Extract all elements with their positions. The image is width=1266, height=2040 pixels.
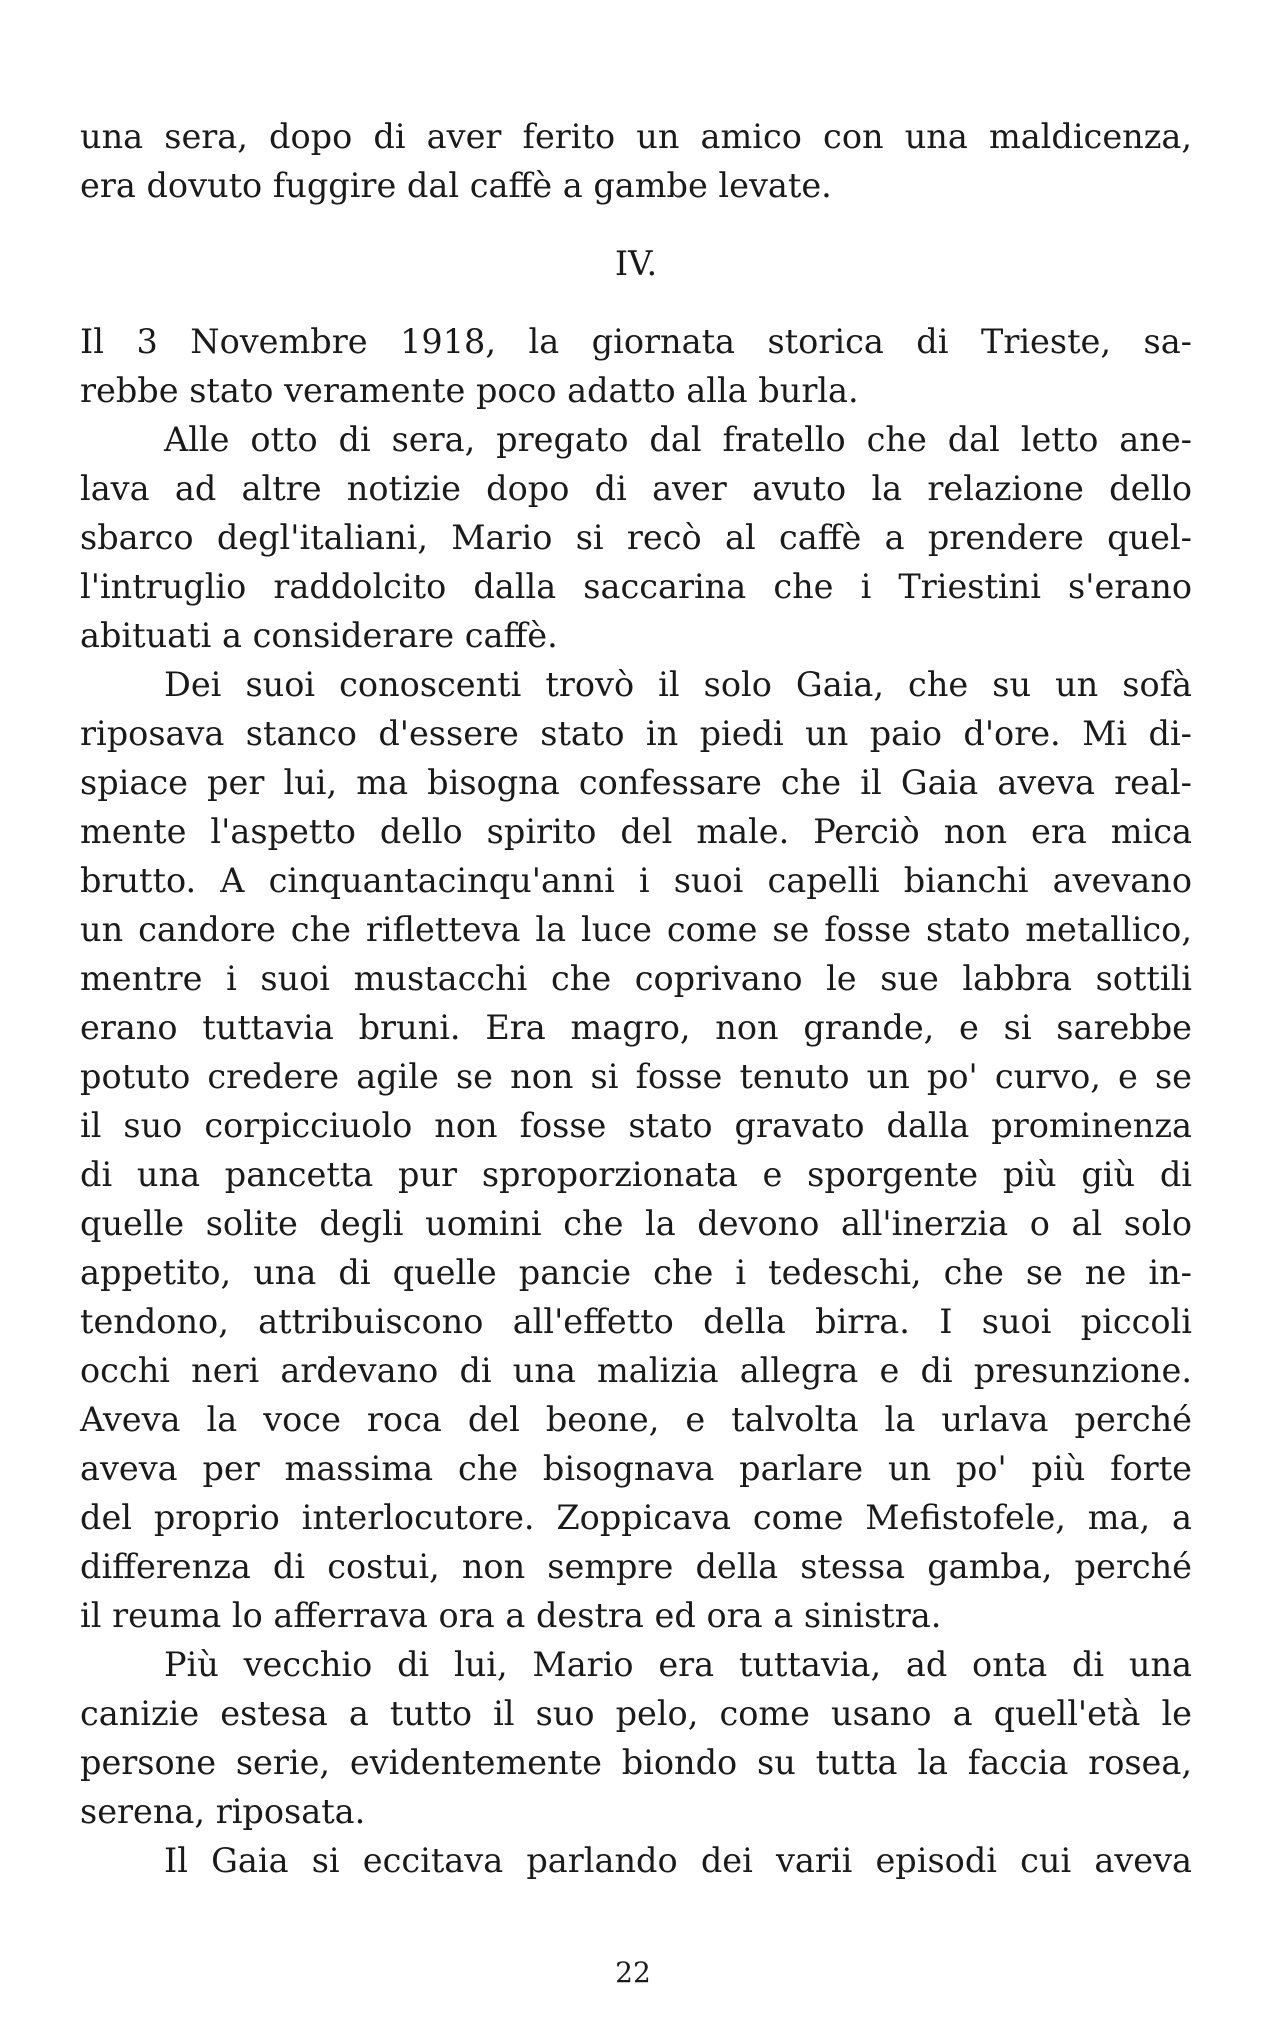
paragraph: [80, 1836, 1192, 1885]
paragraph: [80, 1640, 1192, 1836]
text-line: persone serie, evidentemente biondo su tutta la faccia rosea,: [80, 1743, 1192, 1782]
text-line: l'intruglio raddolcito dalla saccarina che i Triestini s'erano: [80, 567, 1192, 606]
text-line: il suo corpicciuolo non fosse stato gravato dalla prominenza: [80, 1106, 1192, 1145]
text-line: potuto credere agile se non si fosse tenuto un po' curvo, e se: [80, 1057, 1192, 1096]
text-line: Alle otto di sera, pregato dal fratello che dal letto ane-: [164, 420, 1192, 459]
text-line: serena, riposata.: [80, 1792, 366, 1831]
paragraph: [80, 660, 1192, 1640]
text-line: un candore che rifletteva la luce come se fosse stato metallico,: [80, 910, 1192, 949]
text-line: una sera, dopo di aver ferito un amico con una maldicenza,: [80, 117, 1192, 156]
text-line: lava ad altre notizie dopo di aver avuto la relazione dello: [80, 469, 1192, 508]
section-number: IV.: [614, 244, 658, 283]
text-line: Il Gaia si eccitava parlando dei varii episodi cui aveva: [164, 1841, 1192, 1880]
text-line: erano tuttavia bruni. Era magro, non grande, e si sarebbe: [80, 1008, 1192, 1047]
text-line: abituati a considerare caffè.: [80, 616, 558, 655]
text-line: brutto. A cinquantacinqu'anni i suoi capelli bianchi avevano: [80, 861, 1192, 900]
text-line: Dei suoi conoscenti trovò il solo Gaia, che su un sofà: [164, 665, 1192, 704]
text-line: spiace per lui, ma bisogna confessare che il Gaia aveva real-: [80, 763, 1192, 802]
text-line: il reuma lo afferrava ora a destra ed ora a sinistra.: [80, 1596, 942, 1635]
text-line: sbarco degl'italiani, Mario si recò al caffè a prendere quel-: [80, 518, 1192, 557]
text-line: aveva per massima che bisognava parlare un po' più forte: [80, 1449, 1192, 1488]
text-line: di una pancetta pur sproporzionata e sporgente più giù di: [80, 1155, 1192, 1194]
text-line: Più vecchio di lui, Mario era tuttavia, ad onta di una: [164, 1645, 1192, 1684]
page-number: 22: [615, 1956, 651, 1989]
text-line: riposava stanco d'essere stato in piedi un paio d'ore. Mi di-: [80, 714, 1192, 753]
text-line: appetito, una di quelle pancie che i tedeschi, che se ne in-: [80, 1253, 1192, 1292]
paragraph-intro: [80, 112, 1192, 210]
text-line: canizie estesa a tutto il suo pelo, come usano a quell'età le: [80, 1694, 1192, 1733]
text-line: Il 3 Novembre 1918, la giornata storica di Trieste, sa-: [80, 322, 1192, 361]
text-line: tendono, attribuiscono all'effetto della birra. I suoi piccoli: [80, 1302, 1192, 1341]
text-line: Aveva la voce roca del beone, e talvolta la urlava perché: [80, 1400, 1192, 1439]
text-line: differenza di costui, non sempre della stessa gamba, perché: [80, 1547, 1192, 1586]
text-line: rebbe stato veramente poco adatto alla burla.: [80, 371, 859, 410]
paragraph: [80, 317, 1192, 415]
text-line: occhi neri ardevano di una malizia allegra e di presunzione.: [80, 1351, 1192, 1390]
text-line: mentre i suoi mustacchi che coprivano le sue labbra sottili: [80, 959, 1192, 998]
page-body: [80, 112, 1192, 1885]
paragraph: [80, 415, 1192, 660]
text-line: era dovuto fuggire dal caffè a gambe levate.: [80, 166, 832, 205]
text-line: del proprio interlocutore. Zoppicava come Mefistofele, ma, a: [80, 1498, 1192, 1537]
text-line: quelle solite degli uomini che la devono all'inerzia o al solo: [80, 1204, 1192, 1243]
text-line: mente l'aspetto dello spirito del male. Perciò non era mica: [80, 812, 1192, 851]
